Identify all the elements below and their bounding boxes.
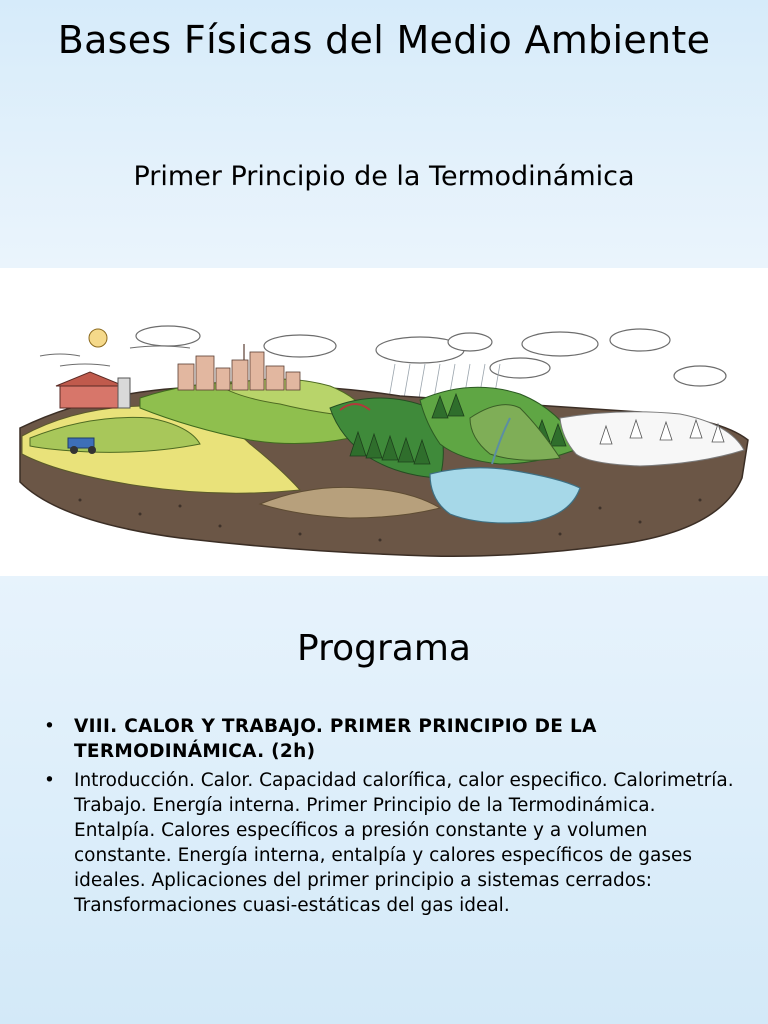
program-list (44, 714, 734, 922)
list-item-text: Introducción. Calor. Capacidad calorífica, calor especifico. Calorimetría. Trabajo. Energía interna. Primer Principio de la Termodinámica. Entalpía. Calores específicos a presión constante y a volumen constante. Energía interna, entalpía y calores específicos de gases ideales. Aplicaciones del primer principio a sistemas cerrados: Transformaciones cuasi-estáticas del gas ideal. (74, 770, 734, 916)
bullet-icon: • (44, 716, 55, 737)
bullet-icon: • (44, 770, 55, 791)
program-slide (0, 576, 768, 1024)
landscape-illustration (0, 268, 768, 576)
title-slide (0, 0, 768, 268)
list-item (44, 714, 734, 764)
slide-subtitle: Primer Principio de la Termodinámica (133, 161, 635, 192)
program-heading: Programa (297, 628, 471, 669)
slide-title: Bases Físicas del Medio Ambiente (57, 18, 711, 62)
list-item (44, 768, 734, 918)
landscape-icon (0, 268, 768, 576)
list-item-text: VIII. CALOR Y TRABAJO. PRIMER PRINCIPIO DE LA TERMODINÁMICA. (2h) (74, 716, 597, 762)
